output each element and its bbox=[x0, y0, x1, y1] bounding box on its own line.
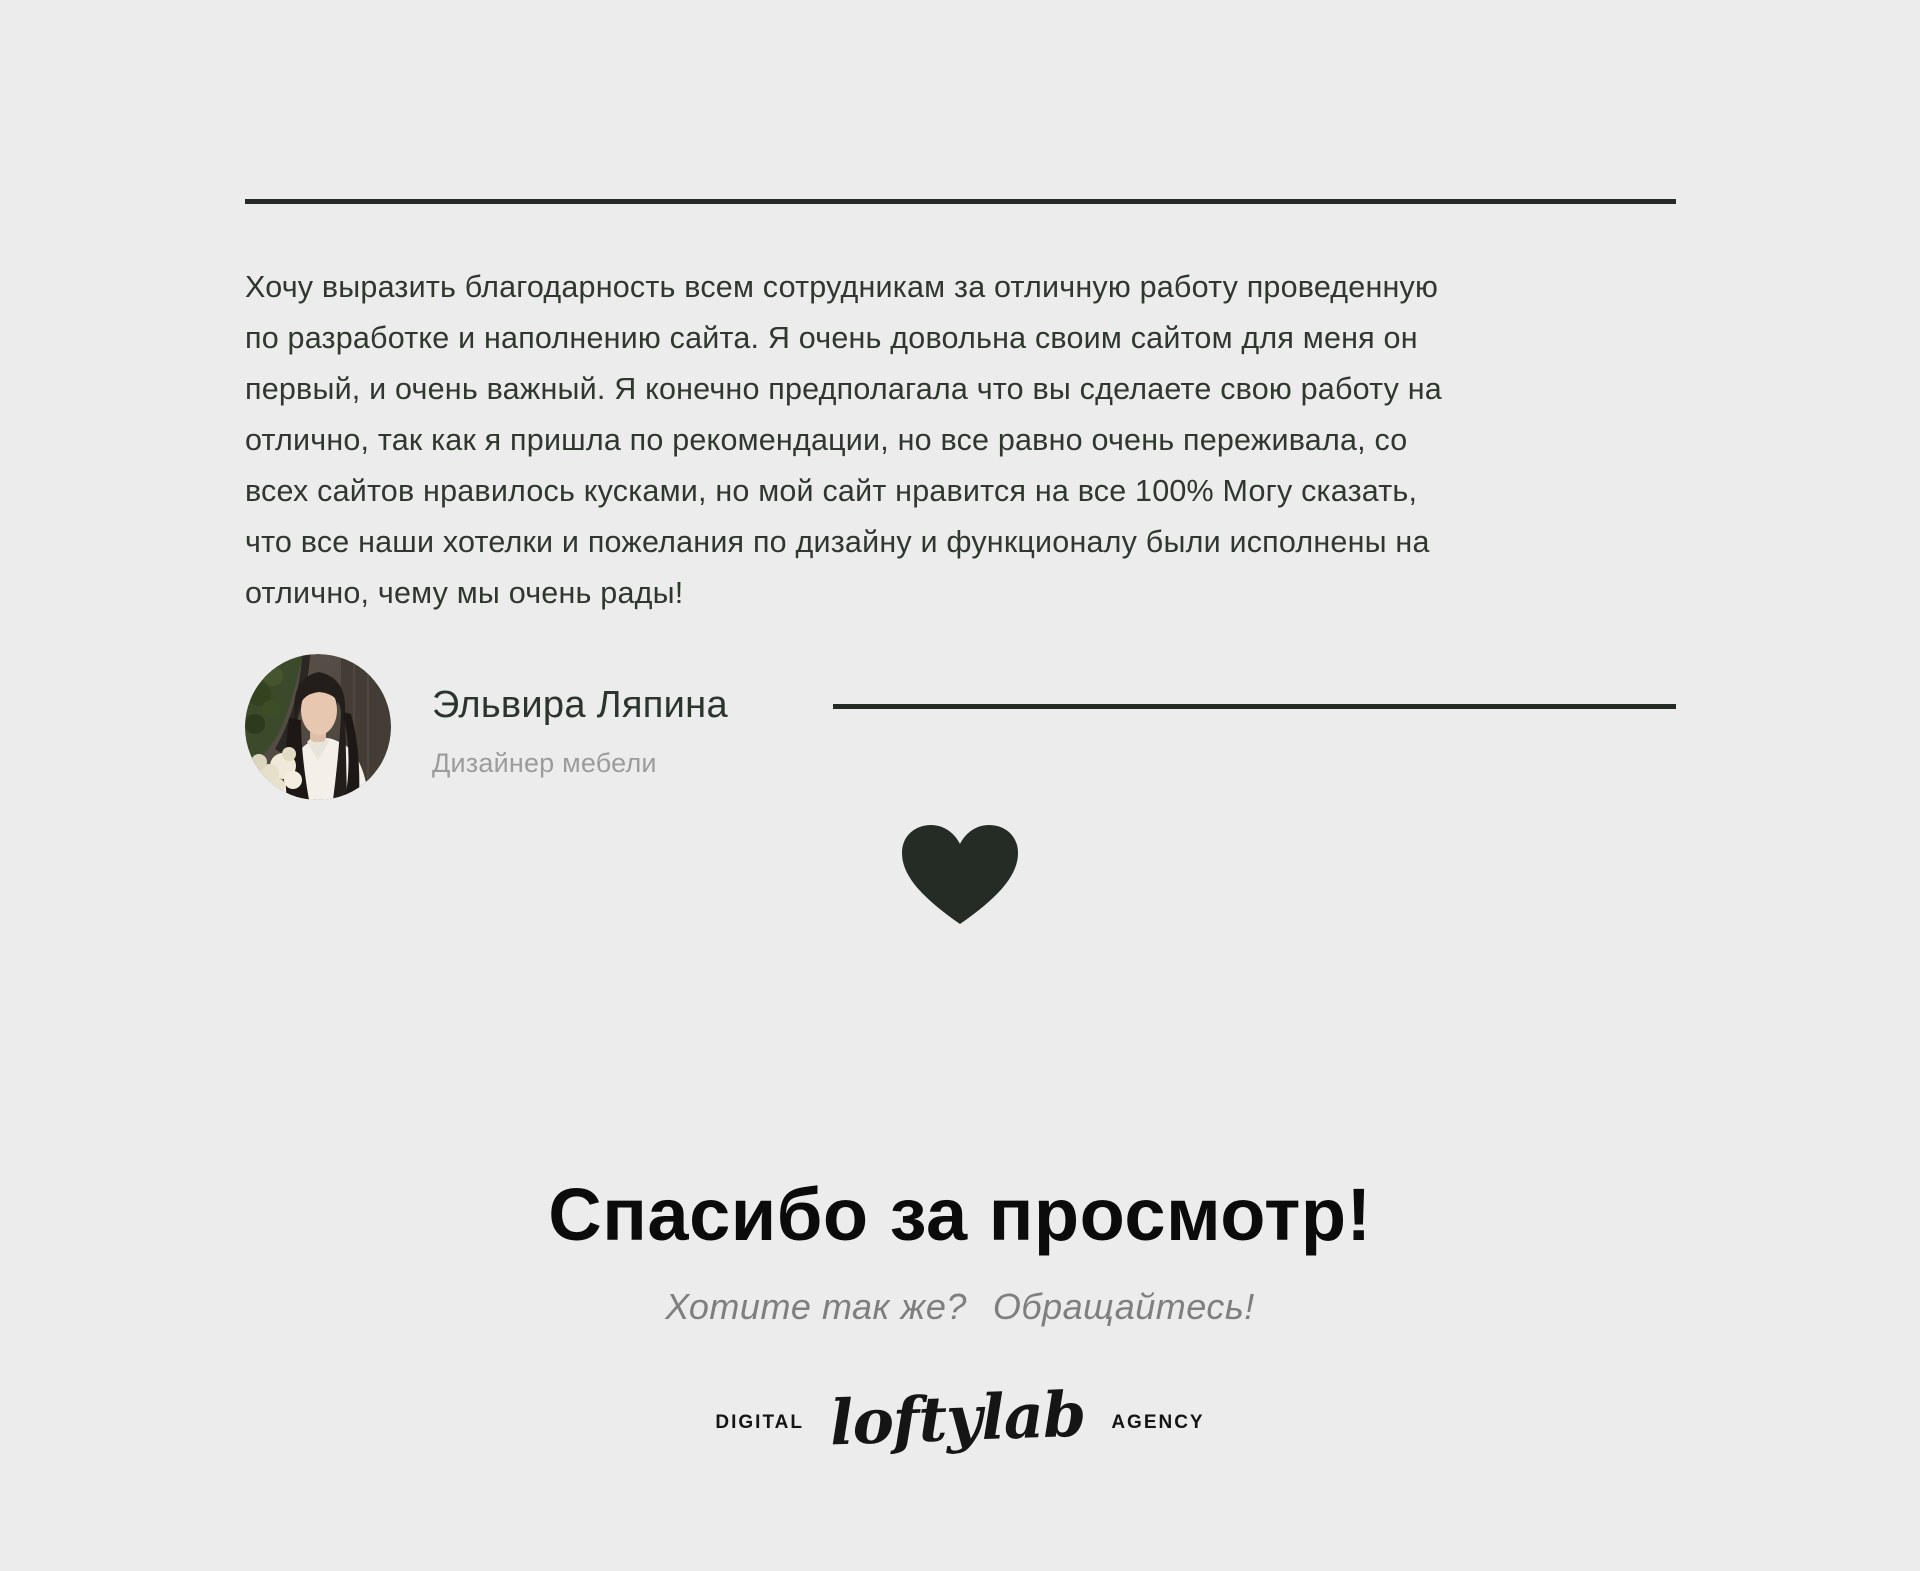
testimonial-line: отлично, чему мы очень рады! bbox=[245, 576, 684, 610]
testimonial-text bbox=[245, 262, 1442, 619]
testimonial-line: всех сайтов нравилось кусками, но мой сайт нравится на все 100% Могу сказать, bbox=[245, 474, 1418, 508]
thanks-title: Спасибо за просмотр! bbox=[548, 1173, 1372, 1256]
agency-logo bbox=[0, 1368, 1920, 1478]
testimonial-line: первый, и очень важный. Я конечно предполагала что вы сделаете свою работу на bbox=[245, 372, 1442, 406]
testimonial-line: что все наши хотелки и пожелания по дизайну и функционалу были исполнены на bbox=[245, 525, 1430, 559]
heart-icon bbox=[897, 822, 1023, 928]
thanks-subtitle bbox=[0, 1286, 1920, 1328]
top-divider bbox=[245, 199, 1676, 204]
testimonial-line: по разработке и наполнению сайта. Я очень довольна своим сайтом для меня он bbox=[245, 321, 1418, 355]
subtitle-cta: Обращайтесь! bbox=[992, 1286, 1255, 1327]
subtitle-question: Хотите так же? bbox=[665, 1286, 967, 1327]
author-name: Эльвира Ляпина bbox=[432, 684, 728, 726]
logo-word-agency: AGENCY bbox=[1111, 1412, 1205, 1433]
testimonial-line: Хочу выразить благодарность всем сотрудникам за отличную работу проведенную bbox=[245, 270, 1439, 304]
logo-word-digital: DIGITAL bbox=[715, 1412, 804, 1433]
avatar bbox=[245, 654, 391, 800]
testimonial-line: отлично, так как я пришла по рекомендации, но все равно очень переживала, со bbox=[245, 423, 1408, 457]
author-block bbox=[245, 654, 1676, 800]
author-divider bbox=[833, 704, 1676, 709]
logo-wordmark: loftylab bbox=[828, 1377, 1087, 1460]
author-meta bbox=[432, 684, 728, 779]
author-role: Дизайнер мебели bbox=[432, 748, 657, 778]
